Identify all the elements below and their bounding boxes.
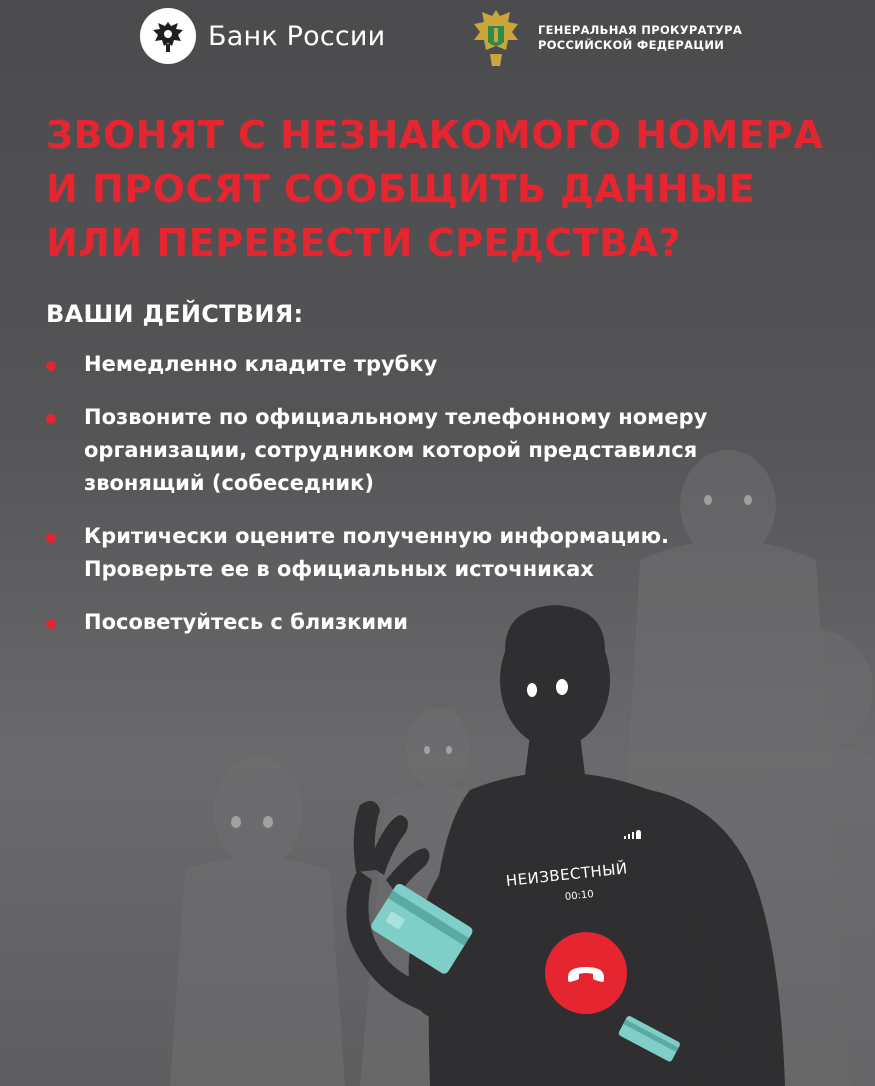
bullet-icon <box>46 414 56 424</box>
signal-icon <box>624 830 641 839</box>
eye-right <box>556 679 568 695</box>
action-text: организации, сотрудником которой представился <box>84 438 698 462</box>
call-duration: 00:10 <box>564 889 595 903</box>
action-item <box>46 401 836 500</box>
action-text: Посоветуйтесь с близкими <box>84 610 409 634</box>
phone-hangup-icon <box>566 963 606 983</box>
prosecutor-general-logo <box>466 6 742 70</box>
action-text: Немедленно кладите трубку <box>84 352 438 376</box>
action-item <box>46 520 836 586</box>
action-text: Проверьте ее в официальных источниках <box>84 557 594 581</box>
caller-name: НЕИЗВЕСТНЫЙ <box>505 859 629 890</box>
bullet-icon <box>46 533 56 543</box>
action-item <box>46 348 836 381</box>
bullet-icon <box>46 619 56 629</box>
action-text: Критически оцените полученную информацию. <box>84 524 669 548</box>
headline-line-2: И ПРОСЯТ СООБЩИТЬ ДАННЫЕ <box>46 167 756 211</box>
bank-of-russia-logo <box>140 8 385 64</box>
headline <box>46 108 846 270</box>
bullet-icon <box>46 361 56 371</box>
prosecutor-name-line2: РОССИЙСКОЙ ФЕДЕРАЦИИ <box>538 38 725 52</box>
double-headed-eagle-icon <box>140 8 196 64</box>
headline-line-1: ЗВОНЯТ С НЕЗНАКОМОГО НОМЕРА <box>46 113 824 157</box>
eye-left <box>527 683 537 697</box>
action-text: звонящий (собеседник) <box>84 471 374 495</box>
bank-name: Банк России <box>208 20 386 52</box>
hangup-button[interactable] <box>545 932 627 1014</box>
prosecutor-emblem-icon <box>466 6 526 70</box>
prosecutor-name-line1: ГЕНЕРАЛЬНАЯ ПРОКУРАТУРА <box>538 23 743 37</box>
actions-title: ВАШИ ДЕЙСТВИЯ: <box>46 300 304 328</box>
action-text: Позвоните по официальному телефонному номеру <box>84 405 708 429</box>
actions-list <box>46 348 836 659</box>
headline-line-3: ИЛИ ПЕРЕВЕСТИ СРЕДСТВА? <box>46 221 681 265</box>
action-item <box>46 606 836 639</box>
